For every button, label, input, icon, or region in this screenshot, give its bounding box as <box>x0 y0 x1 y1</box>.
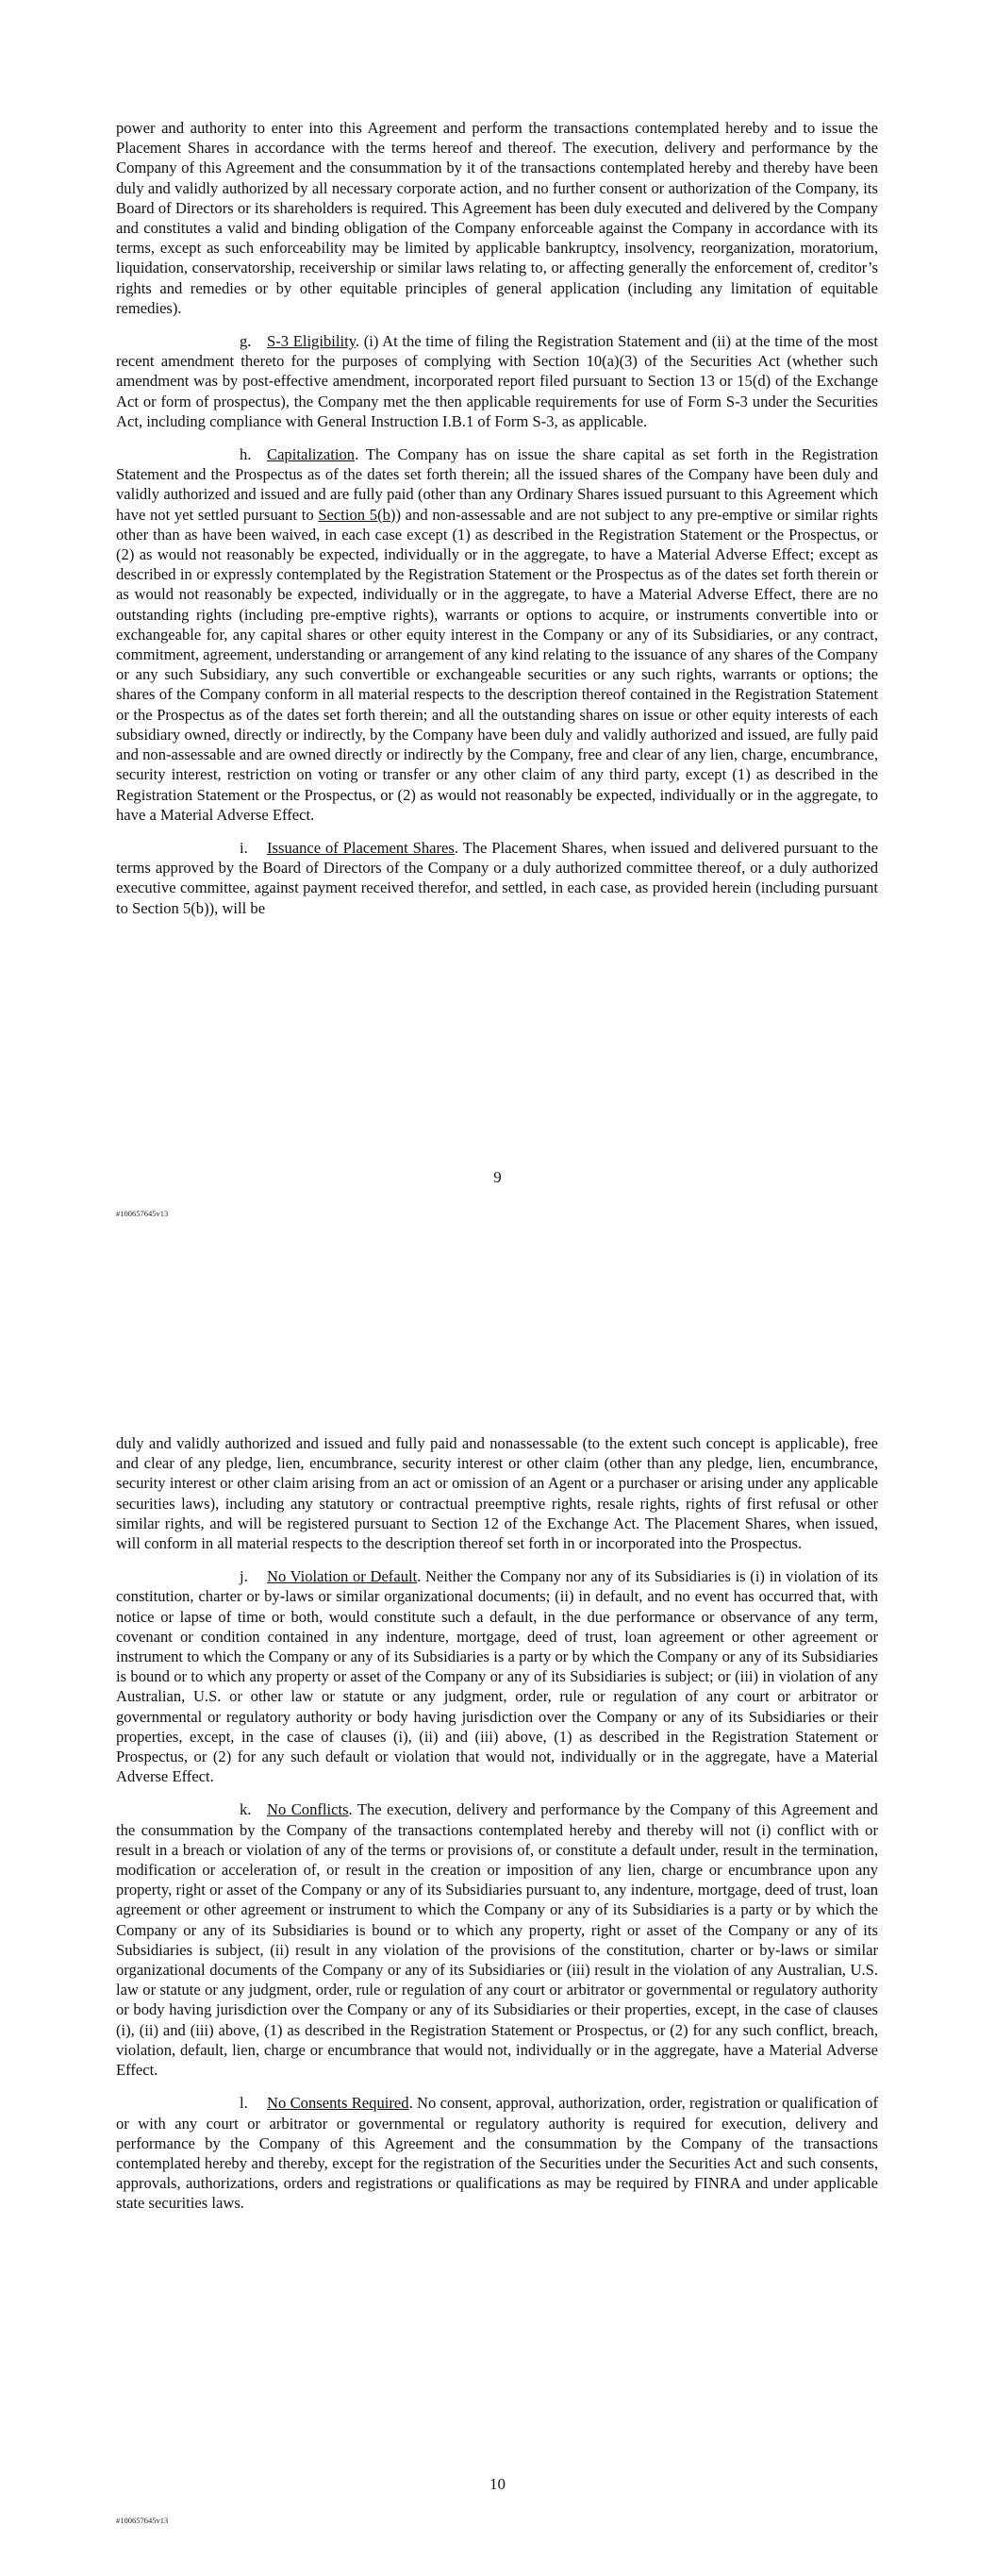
section-h-title: Capitalization <box>267 445 356 464</box>
section-g-text: . (i) At the time of filing the Registration Statement and (ii) at the time of the most recent amendment thereto for the purposes of complying with Section 10(a)(3) of the Securities Act (whether such amendment was by post-effective amendment, incorporated report filed pursuant to Section 13 or 15(d) of the Exchange Act or form of prospectus), the Company met the then applicable requirements for use of Form S-3 under the Securities Act, including compliance with General Instruction I.B.1 of Form S-3, as applicable. <box>116 332 878 430</box>
section-j-text: . Neither the Company nor any of its Subsidiaries is (i) in violation of its constitution, charter or by-laws or similar organizational documents; (ii) in default, and no event has occurred that, with notice or lapse of time or both, would constitute such a default, in the due performance or observance of any term, covenant or condition contained in any indenture, mortgage, deed of trust, loan agreement or other agreement or instrument to which the Company or any of its Subsidiaries is a party or by which the Company or any of its Subsidiaries is bound or to which any property or asset of the Company or any of its Subsidiaries is subject; or (iii) in violation of any Australian, U.S. or other law or statute or any judgment, order, rule or regulation of any court or arbitrator or governmental or regulatory authority or body having jurisdiction over the Company or any of its Subsidiaries or their properties, except, in the case of clauses (i), (ii) and (iii) above, (1) as described in the Registration Statement or Prospectus, or (2) for any such default or violation that would not, individually or in the aggregate, have a Material Adverse Effect. <box>116 1567 878 1786</box>
section-h-letter: h. <box>240 445 252 464</box>
section-h-reference: Section 5(b) <box>318 505 396 524</box>
section-j-title: No Violation or Default <box>267 1567 418 1586</box>
page-10-body <box>116 1433 878 2227</box>
section-k-letter: k. <box>240 1800 252 1819</box>
section-i-letter: i. <box>240 838 248 857</box>
section-l-text: . No consent, approval, authorization, order, registration or qualification of or with any court or arbitrator or governmental or regulatory authority is required for execution, delivery and performance by the Company of this Agreement and the consummation by the Company of the transactions contemplated hereby and thereby, except for the registration of the Securities under the Securities Act and such consents, approvals, authorizations, orders and registrations or qualifications as may be required by FINRA and under applicable state securities laws. <box>116 2094 878 2213</box>
continuation-paragraph: duly and validly authorized and issued and fully paid and nonassessable (to the extent such concept is applicable), free and clear of any pledge, lien, encumbrance, security interest or other claim (other than any pledge, lien, encumbrance, security interest or other claim arising from an act or omission of an Agent or a purchaser or arising under any applicable securities laws), including any statutory or contractual preemptive rights, resale rights, rights of first refusal or other similar rights, and will be registered pursuant to Section 12 of the Exchange Act. The Placement Shares, when issued, will conform in all material respects to the description thereof set forth in or incorporated into the Prospectus. <box>116 1434 878 1553</box>
section-i-title: Issuance of Placement Shares <box>267 838 455 857</box>
section-i-paragraph <box>116 838 878 918</box>
section-k-paragraph <box>116 1799 878 2080</box>
section-g-paragraph <box>116 331 878 431</box>
section-l-letter: l. <box>240 2094 248 2113</box>
document-page-10 <box>0 1288 995 2576</box>
section-g-letter: g. <box>240 332 252 351</box>
section-g-title: S-3 Eligibility <box>267 332 356 351</box>
section-h-text-after: ) and non-assessable and are not subject to any pre-emptive or similar rights other than as have been waived, in each case except (1) as described in the Registration Statement or the Prospectus, or (2) as would not reasonably be expected, individually or in the aggregate, to have a Material Adverse Effect; except as described in or expressly contemplated by the Registration Statement or the Prospectus as of the dates set forth therein or as would not reasonably be expected, individually or in the aggregate, to have a Material Adverse Effect, there are no outstanding rights (including pre-emptive rights), warrants or options to acquire, or instruments convertible into or exchangeable for, any capital shares or other equity interest in the Company or any of its Subsidiaries, or any contract, commitment, agreement, understanding or arrangement of any kind relating to the issuance of any shares of the Company or any such Subsidiary, any such convertible or exchangeable securities or any such rights, warrants or options; the shares of the Company conform in all material respects to the description thereof contained in the Registration Statement or the Prospectus as of the dates set forth therein; and all the outstanding shares on issue or other equity interests of each subsidiary owned, directly or indirectly, by the Company have been duly and validly authorized and issued, are fully paid and non-assessable and are owned directly or indirectly by the Company, free and clear of any lien, charge, encumbrance, security interest, restriction on voting or transfer or any other claim of any third party, except (1) as described in the Registration Statement or the Prospectus, or (2) as would not reasonably be expected, individually or in the aggregate, to have a Material Adverse Effect. <box>116 505 879 824</box>
section-k-title: No Conflicts <box>267 1800 349 1819</box>
page-number: 9 <box>493 1168 502 1186</box>
page-9-body <box>116 118 878 931</box>
section-l-title: No Consents Required <box>267 2094 409 2113</box>
continuation-paragraph: power and authority to enter into this Agreement and perform the transactions contemplated hereby and to issue the Placement Shares in accordance with the terms hereof and thereof. The execution, delivery and performance by the Company of this Agreement and the consummation by it of the transactions contemplated hereby and thereby have been duly and validly authorized by all necessary corporate action, and no further consent or authorization of the Company, its Board of Directors or its shareholders is required. This Agreement has been duly executed and delivered by the Company and constitutes a valid and binding obligation of the Company enforceable against the Company in accordance with its terms, except as such enforceability may be limited by applicable bankruptcy, insolvency, reorganization, moratorium, liquidation, conservatorship, receivership or similar laws relating to, or affecting generally the enforcement of, creditor’s rights and remedies or by other equitable principles of general application (including any limitation of equitable remedies). <box>116 119 878 317</box>
section-k-text: . The execution, delivery and performance by the Company of this Agreement and the consummation by the Company of the transactions contemplated hereby and thereby will not (i) conflict with or result in a breach or violation of any of the terms or provisions of, or constitute a default under, result in the termination, modification or acceleration of, or result in the creation or imposition of any lien, charge or encumbrance upon any property, right or asset of the Company or any of its Subsidiaries pursuant to, any indenture, mortgage, deed of trust, loan agreement or other agreement or instrument to which the Company or any of its Subsidiaries is a party or by which the Company or any of its Subsidiaries is bound or to which any property, right or asset of the Company or any of its Subsidiaries is subject, (ii) result in any violation of the provisions of the constitution, charter or by-laws or similar organizational documents of the Company or any of its Subsidiaries or (iii) result in the violation of any Australian, U.S. law or statute or any judgment, order, rule or regulation of any court or arbitrator or governmental or regulatory authority or body having jurisdiction over the Company or any of its Subsidiaries or their properties, except, in the case of clauses (i), (ii) and (iii) above, (1) as described in the Registration Statement or Prospectus, or (2) for any such conflict, breach, violation, default, lien, charge or encumbrance that would not, individually or in the aggregate, have a Material Adverse Effect. <box>116 1800 878 2080</box>
section-l-paragraph <box>116 2093 878 2213</box>
section-h-text-before: . The Company has on issue the share capital as set forth in the Registration Statement and the Prospectus as of the dates set forth therein; all the issued shares of the Company have been duly and validly authorized and issued and are fully paid (other than any Ordinary Shares issued pursuant to this Agreement which have not yet settled pursuant to <box>116 445 878 524</box>
section-j-paragraph <box>116 1566 878 1786</box>
section-h-paragraph <box>116 444 878 825</box>
section-i-text: . The Placement Shares, when issued and delivered pursuant to the terms approved by the Board of Directors of the Company or a duly authorized committee thereof, or a duly authorized executive committee, against payment received therefor, and settled, in each case, as provided herein (including pursuant to Section 5(b)), will be <box>116 838 878 917</box>
footer-document-id: #100657645v13 <box>116 1209 169 1218</box>
footer-document-id: #100657645v13 <box>116 2516 169 2525</box>
section-j-letter: j. <box>240 1567 248 1586</box>
page-number: 10 <box>489 2475 506 2493</box>
